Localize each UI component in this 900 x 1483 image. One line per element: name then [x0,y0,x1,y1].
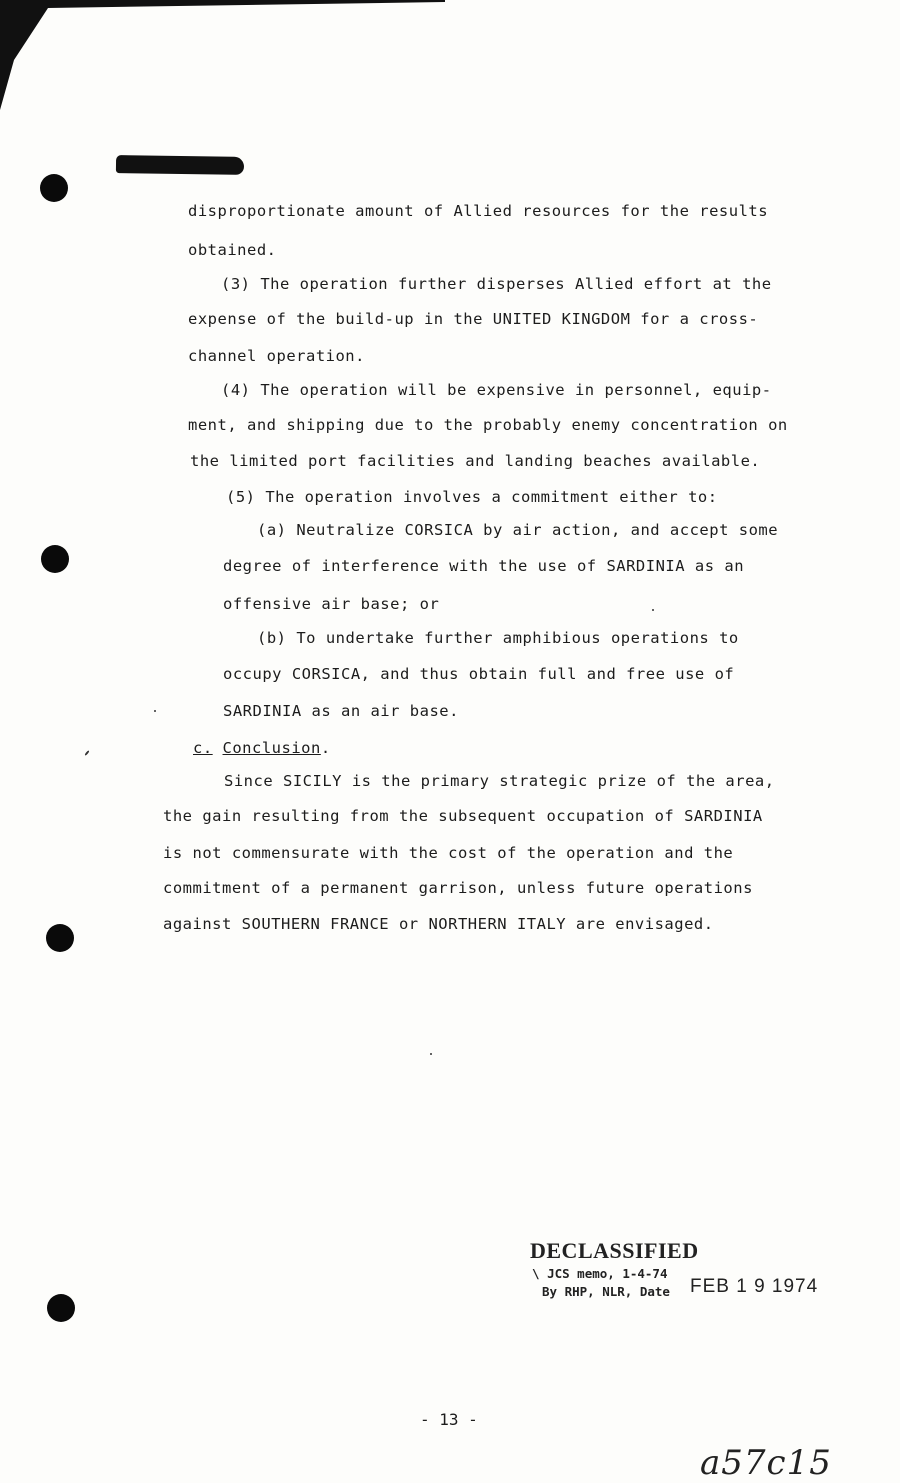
punch-hole-4 [47,1294,75,1322]
declassified-stamp-authority: \ JCS memo, 1-4-74 [532,1266,668,1281]
authority-text: JCS memo, 1-4-74 [547,1266,668,1281]
body-line-19: commitment of a permanent garrison, unless future operations [163,879,753,897]
body-line-7: ment, and shipping due to the probably enemy concentration on [188,416,788,434]
body-line-18: is not commensurate with the cost of the operation and the [163,844,734,862]
declassified-stamp-title: DECLASSIFIED [530,1238,699,1263]
conclusion-period: . [320,739,331,757]
conclusion-title: Conclusion [222,739,321,757]
body-line-3: (3) The operation further disperses Allied effort at the [221,275,772,293]
declassified-stamp-date: FEB 1 9 1974 [690,1276,819,1297]
body-line-9: (5) The operation involves a commitment either to: [226,488,718,506]
conclusion-letter: c. [193,739,213,757]
declassified-stamp-by-line: By RHP, NLR, Date [542,1284,670,1299]
page-number: - 13 - [420,1410,478,1429]
body-line-14: occupy CORSICA, and thus obtain full and free use of [223,665,735,683]
body-line-1: disproportionate amount of Allied resources for the results [188,202,769,220]
scan-speck [154,710,156,712]
body-line-2: obtained. [188,241,277,259]
body-line-13: (b) To undertake further amphibious operations to [257,629,739,647]
body-line-8: the limited port facilities and landing beaches available. [190,452,761,470]
body-line-16: Since SICILY is the primary strategic prize of the area, [224,772,775,790]
body-line-5: channel operation. [188,347,365,365]
classification-marking-redacted [116,155,244,175]
scan-speck [430,1053,432,1055]
archive-handwritten-mark: a57c15 [700,1443,832,1483]
body-line-12: offensive air base; or [223,595,440,613]
body-line-4: expense of the build-up in the UNITED KINGDOM for a cross- [188,310,759,328]
body-line-17: the gain resulting from the subsequent occupation of SARDINIA [163,807,763,825]
body-line-11: degree of interference with the use of SARDINIA as an [223,557,745,575]
punch-hole-3 [46,924,74,952]
conclusion-heading [193,738,331,758]
punch-hole-1 [40,174,68,202]
body-line-10: (a) Neutralize CORSICA by air action, and accept some [257,521,779,539]
body-line-20: against SOUTHERN FRANCE or NORTHERN ITALY are envisaged. [163,915,714,933]
scan-speck [652,609,654,611]
scan-speck [84,750,89,756]
body-line-15: SARDINIA as an air base. [223,702,459,720]
punch-hole-2 [41,545,69,573]
body-line-6: (4) The operation will be expensive in personnel, equip- [221,381,772,399]
